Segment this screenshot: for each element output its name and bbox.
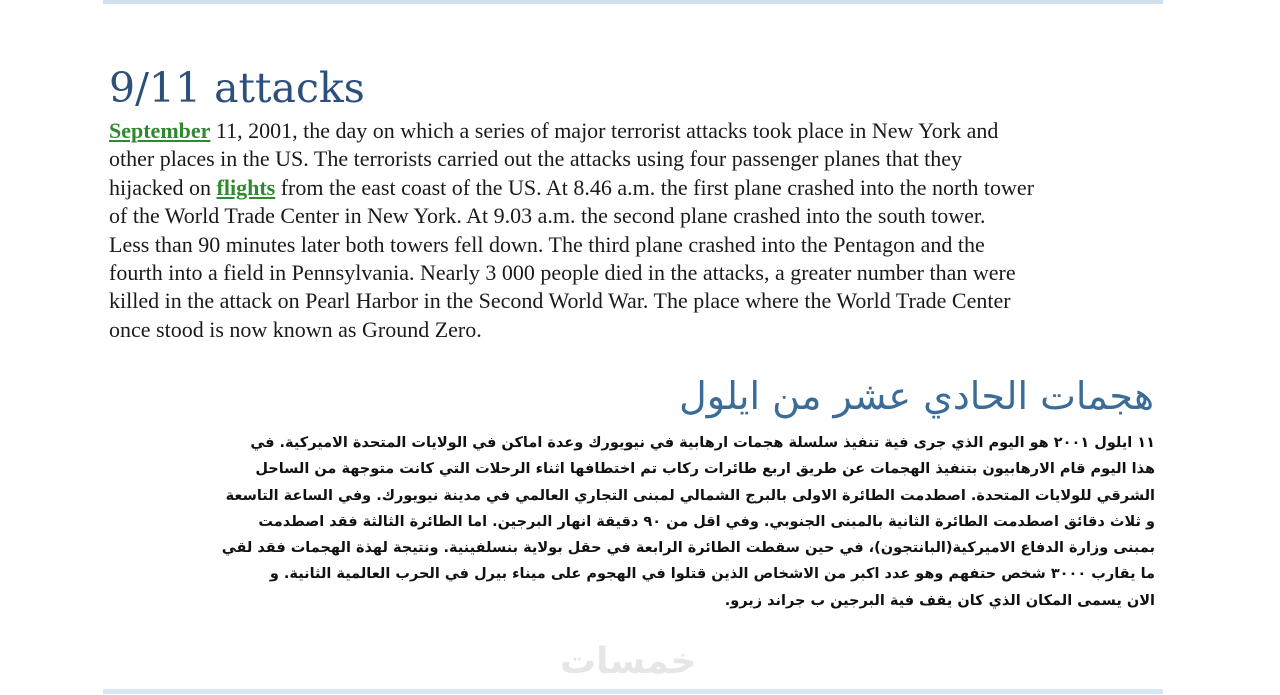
english-line: killed in the attack on Pearl Harbor in the Second World War. The place where the World Trade Center bbox=[109, 288, 1011, 314]
arabic-line: ما يقارب ٣٠٠٠ شخص حتفهم وهو عدد اكبر من الاشخاص الذين قتلوا في الهجوم على ميناء بيرل في الحرب العالمية الثانية. و bbox=[269, 566, 1155, 583]
arabic-line: الشرقي للولايات المتحدة. اصطدمت الطائرة الاولى بالبرج الشمالي لمبنى التجاري العالمي في مدينة نيويورك. وفي الساعة التاسعة bbox=[225, 487, 1155, 504]
english-text: 11, 2001, the day on which a series of major terrorist attacks took place in New York and bbox=[210, 118, 999, 143]
english-line: of the World Trade Center in New York. At 9.03 a.m. the second plane crashed into the south tower. bbox=[109, 203, 986, 229]
english-line: other places in the US. The terrorists carried out the attacks using four passenger planes that they bbox=[109, 146, 963, 172]
top-divider bbox=[103, 0, 1163, 4]
arabic-line: ١١ ايلول ٢٠٠١ هو اليوم الذي جرى فية تنفيذ سلسلة هجمات ارهابية في نيويورك وعدة اماكن في الولايات المتحدة الاميركية. في bbox=[250, 435, 1155, 451]
arabic-line: الان يسمى المكان الذي كان يقف فية البرجين ب جراند زيرو. bbox=[724, 592, 1155, 609]
english-line bbox=[109, 174, 1169, 202]
english-paragraph bbox=[109, 117, 1169, 344]
arabic-title: هجمات الحادي عشر من ايلول bbox=[679, 374, 1154, 418]
arabic-paragraph bbox=[115, 430, 1155, 614]
flights-link[interactable]: flights bbox=[216, 174, 276, 200]
english-title: 9/11 attacks bbox=[109, 64, 365, 112]
english-line: once stood is now known as Ground Zero. bbox=[109, 316, 482, 342]
english-text: from the east coast of the US. At 8.46 a.m. the first plane crashed into the north tower bbox=[275, 174, 1035, 200]
watermark-logo: خمسات bbox=[560, 641, 697, 682]
english-line: fourth into a field in Pennsylvania. Nearly 3 000 people died in the attacks, a greater number than were bbox=[109, 260, 1016, 286]
september-link[interactable]: September bbox=[109, 118, 211, 143]
english-line bbox=[109, 117, 1169, 145]
english-text: hijacked on bbox=[109, 174, 217, 200]
bottom-divider bbox=[103, 689, 1163, 694]
arabic-line: و ثلاث دقائق اصطدمت الطائرة الثانية بالمبنى الجنوبي. وفي اقل من ٩٠ دقيقة انهار البرجين. اما الطائرة الثالثة فقد اصطدمت bbox=[258, 513, 1155, 530]
arabic-line: هذا اليوم قام الارهابيون بتنفيذ الهجمات عن طريق اربع طائرات ركاب تم اختطافها اثناء الرحلات التي كانت متوجهة من الساحل bbox=[255, 461, 1155, 478]
english-line: Less than 90 minutes later both towers fell down. The third plane crashed into the Pentagon and the bbox=[109, 231, 985, 257]
arabic-line: بمبنى وزارة الدفاع الاميركية(البانتجون)، في حين سقطت الطائرة الرابعة في حقل بولاية بنسلفينية. ونتيجة لهذة الهجمات فقد لقي bbox=[221, 540, 1155, 557]
